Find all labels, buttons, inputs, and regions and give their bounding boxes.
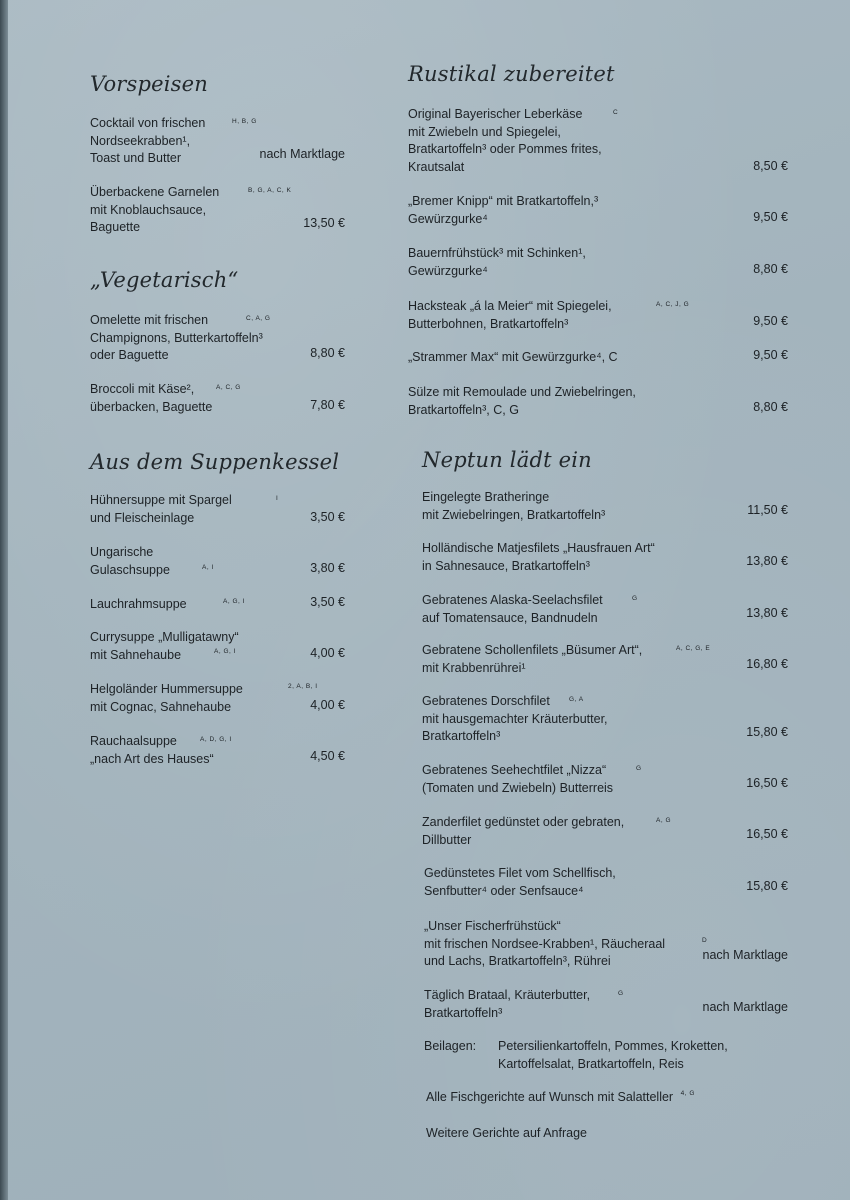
item-line: Bratkartoffeln³ oder Pommes frites, [408, 142, 602, 156]
item-price: 13,50 € [303, 216, 345, 230]
menu-item [90, 596, 345, 614]
item-line: Zanderfilet gedünstet oder gebraten, [422, 815, 625, 829]
item-price: 3,50 € [310, 595, 345, 609]
item-line: Holländische Matjesfilets „Hausfrauen Art“ [422, 541, 655, 555]
menu-item [90, 312, 345, 365]
item-line: Omelette mit frischen [90, 313, 209, 327]
allergen-codes: H, B, G [232, 118, 257, 125]
item-line: mit hausgemachter Kräuterbutter, [422, 711, 608, 726]
menu-item [422, 762, 788, 797]
item-line: und Lachs, Bratkartoffeln³, Rührei [424, 954, 611, 968]
item-line: „Unser Fischerfrühstück“ [424, 919, 561, 933]
allergen-codes: G, A [569, 696, 584, 703]
allergen-codes: A, I [202, 564, 214, 571]
side-dishes-label: Beilagen: [424, 1039, 477, 1053]
allergen-codes: A, G, I [214, 648, 236, 655]
item-line: Bratkartoffeln³, C, G [408, 402, 519, 417]
item-line: Hühnersuppe mit Spargel [90, 493, 232, 507]
salad-note-text: Alle Fischgerichte auf Wunsch mit Salatteller [426, 1090, 674, 1104]
item-line: auf Tomatensauce, Bandnudeln [422, 610, 598, 625]
item-price: 8,80 € [753, 400, 788, 414]
menu-item [408, 245, 788, 280]
item-line: Sülze mit Remoulade und Zwiebelringen, [408, 385, 636, 399]
item-line: Dillbutter [422, 832, 472, 847]
item-line: Lauchrahmsuppe [90, 597, 187, 611]
item-line: Helgoländer Hummersuppe [90, 682, 243, 696]
item-line: Überbackene Garnelen [90, 185, 220, 199]
side-dishes-line: Kartoffelsalat, Bratkartoffeln, Reis [498, 1056, 684, 1071]
allergen-codes: C, A, G [246, 315, 271, 322]
item-line: Täglich Brataal, Kräuterbutter, [424, 988, 591, 1002]
item-line: Toast und Butter [90, 151, 182, 165]
item-price: 15,80 € [746, 725, 788, 739]
item-price: nach Marktlage [702, 1000, 788, 1014]
menu-item [424, 987, 788, 1022]
side-dishes-line: Petersilienkartoffeln, Pommes, Kroketten, [498, 1039, 728, 1053]
item-line: mit frischen Nordsee-Krabben¹, Räucheraal [424, 936, 666, 951]
item-line: Ungarische [90, 545, 154, 559]
item-price: nach Marktlage [259, 147, 345, 161]
menu-item [408, 384, 788, 419]
allergen-codes: A, C, J, G [656, 301, 690, 308]
menu-item [422, 489, 788, 524]
allergen-codes: A, D, G, I [200, 736, 232, 743]
menu-item [90, 681, 345, 716]
item-line: und Fleischeinlage [90, 510, 195, 525]
item-price: 4,50 € [310, 749, 345, 763]
item-line: Senfbutter⁴ oder Senfsauce⁴ [424, 883, 584, 898]
item-line: Nordseekrabben¹, [90, 133, 191, 148]
item-price: 3,80 € [310, 561, 345, 575]
item-price: 13,80 € [746, 606, 788, 620]
allergen-codes: G [636, 765, 642, 772]
allergen-codes: B, G, A, C, K [248, 187, 292, 194]
allergen-codes: A, G, I [223, 598, 245, 605]
allergen-codes: A, G [656, 817, 672, 824]
item-line: Cocktail von frischen [90, 116, 206, 130]
menu-item [408, 298, 788, 333]
item-line: Butterbohnen, Bratkartoffeln³ [408, 316, 569, 331]
item-line: oder Baguette [90, 348, 169, 362]
item-line: Baguette [90, 220, 141, 234]
allergen-codes: A, C, G, E [676, 645, 711, 652]
item-price: 16,80 € [746, 657, 788, 671]
menu-item [90, 115, 345, 168]
menu-item [422, 642, 788, 677]
menu-item [422, 592, 788, 627]
allergen-codes: D [702, 937, 708, 944]
menu-page [8, 0, 850, 1200]
allergen-codes: G [632, 595, 638, 602]
item-line: Bratkartoffeln³ [422, 729, 501, 743]
allergen-codes: I [276, 495, 279, 502]
item-price: 7,80 € [310, 398, 345, 412]
menu-item [408, 106, 788, 176]
item-line: mit Cognac, Sahnehaube [90, 699, 232, 714]
item-line: „Bremer Knipp“ mit Bratkartoffeln,³ [408, 194, 599, 208]
menu-item [424, 918, 788, 971]
section-title-rustikal: Rustikal zubereitet [408, 62, 615, 86]
menu-item [90, 544, 345, 579]
item-line: überbacken, Baguette [90, 399, 213, 414]
item-line: Gebratene Schollenfilets „Büsumer Art“, [422, 643, 643, 657]
allergen-codes: C [613, 109, 619, 116]
item-line: „nach Art des Hauses“ [90, 751, 214, 766]
item-line: Rauchaalsuppe [90, 734, 177, 748]
menu-item [90, 733, 345, 768]
item-line: mit Krabbenrührei¹ [422, 660, 526, 675]
item-price: 15,80 € [746, 879, 788, 893]
item-price: 16,50 € [746, 776, 788, 790]
allergen-codes: A, C, G [216, 384, 241, 391]
item-line: (Tomaten und Zwiebeln) Butterreis [422, 780, 614, 795]
salad-note [426, 1090, 695, 1104]
menu-item [90, 381, 345, 416]
allergen-codes: 2, A, B, I [288, 683, 318, 690]
item-line: Champignons, Butterkartoffeln³ [90, 330, 263, 345]
menu-item [422, 693, 788, 746]
section-title-vegetarisch: „Vegetarisch“ [90, 268, 239, 292]
item-line: Broccoli mit Käse², [90, 382, 195, 396]
section-title-neptun: Neptun lädt ein [422, 448, 592, 472]
item-price: 9,50 € [753, 348, 788, 362]
item-line: Gewürzgurke⁴ [408, 263, 488, 278]
item-price: 13,80 € [746, 554, 788, 568]
page-edge-shadow [0, 0, 8, 1200]
item-line: Gebratenes Alaska-Seelachsfilet [422, 593, 603, 607]
menu-item [90, 492, 345, 527]
item-line: mit Sahnehaube [90, 647, 182, 662]
item-price: 4,00 € [310, 646, 345, 660]
item-price: 16,50 € [746, 827, 788, 841]
item-line: mit Zwiebeln und Spiegelei, [408, 124, 561, 139]
item-line: mit Knoblauchsauce, [90, 202, 207, 217]
item-line: „Strammer Max“ mit Gewürzgurke⁴, C [408, 350, 618, 364]
item-price: 8,80 € [310, 346, 345, 360]
item-line: Gulaschsuppe [90, 562, 170, 577]
item-price: 9,50 € [753, 210, 788, 224]
more-dishes-note: Weitere Gerichte auf Anfrage [426, 1126, 587, 1140]
item-line: Gedünstetes Filet vom Schellfisch, [424, 866, 616, 880]
item-line: Hacksteak „á la Meier“ mit Spiegelei, [408, 299, 612, 313]
item-price: 3,50 € [310, 510, 345, 524]
menu-item [408, 193, 788, 228]
menu-item [408, 349, 788, 367]
item-line: Krautsalat [408, 159, 465, 174]
item-price: 8,80 € [753, 262, 788, 276]
item-line: Bauernfrühstück³ mit Schinken¹, [408, 246, 586, 260]
item-price: 11,50 € [747, 503, 788, 517]
item-price: nach Marktlage [702, 948, 788, 962]
item-line: in Sahnesauce, Bratkartoffeln³ [422, 558, 590, 573]
item-line: mit Zwiebelringen, Bratkartoffeln³ [422, 507, 606, 522]
item-line: Bratkartoffeln³ [424, 1005, 503, 1020]
item-line: Gebratenes Dorschfilet [422, 694, 550, 708]
section-title-suppen: Aus dem Suppenkessel [90, 450, 340, 474]
allergen-codes: G [618, 990, 624, 997]
item-price: 4,00 € [310, 698, 345, 712]
item-price: 8,50 € [753, 159, 788, 173]
item-line: Gebratenes Seehechtfilet „Nizza“ [422, 763, 607, 777]
item-line: Original Bayerischer Leberkäse [408, 107, 583, 121]
item-line: Gewürzgurke⁴ [408, 211, 488, 226]
section-title-vorspeisen: Vorspeisen [90, 72, 209, 96]
menu-item [424, 865, 788, 900]
item-price: 9,50 € [753, 314, 788, 328]
item-line: Eingelegte Bratheringe [422, 490, 550, 504]
menu-item [422, 814, 788, 849]
item-line: Currysuppe „Mulligatawny“ [90, 630, 239, 644]
menu-item [90, 184, 345, 237]
menu-item [422, 540, 788, 575]
menu-item [90, 629, 345, 664]
allergen-codes: 4, G [680, 1090, 695, 1097]
